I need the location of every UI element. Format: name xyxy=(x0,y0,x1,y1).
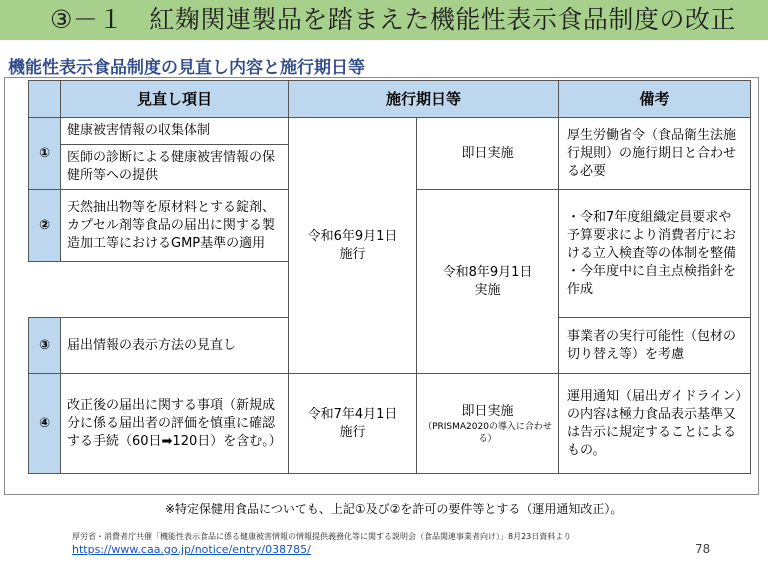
note-inspection-system: ・令和7年度組織定員要求や予算要求により消費者庁における立入検査等の体制を整備 ・今年度中に自主点検指針を作成 xyxy=(559,190,751,318)
header-date: 施行期日等 xyxy=(289,81,559,118)
row-number-2: ② xyxy=(29,190,61,262)
table-row xyxy=(29,374,751,474)
note-ministry-ordinance: 厚生労働省令（食品衛生法施行規則）の施行期日と合わせる必要 xyxy=(559,118,751,190)
slide-title: ③－１ 紅麹関連製品を踏まえた機能性表示食品制度の改正 xyxy=(50,5,736,34)
header-note: 備考 xyxy=(559,81,751,118)
title-bar xyxy=(0,0,768,40)
item-display-method: 届出情報の表示方法の見直し xyxy=(61,318,289,374)
date-immediate-prisma: 即日実施 （PRISMA2020の導入に合わせる） xyxy=(417,374,559,474)
date-immediate: 即日実施 xyxy=(417,118,559,190)
item-notification-procedure: 改正後の届出に関する事項（新規成分に係る届出者の評価を慎重に確認する手続（60日➡120日）を含む。） xyxy=(61,374,289,474)
table-row xyxy=(29,118,751,145)
note-guideline: 運用通知（届出ガイドライン）の内容は極力食品表示基準又は告示に規定することによるもの。 xyxy=(559,374,751,474)
item-gmp-standard: 天然抽出物等を原材料とする錠剤、カプセル剤等食品の届出に関する製造加工等におけるGMP基準の適用 xyxy=(61,190,289,262)
row-number-4: ④ xyxy=(29,374,61,474)
revision-table xyxy=(28,80,751,474)
row-number-3: ③ xyxy=(29,318,61,374)
header-item: 見直し項目 xyxy=(61,81,289,118)
source-citation: 厚労省・消費者庁共催「機能性表示食品に係る健康被害情報の情報提供義務化等に関する説明会（食品関連事業者向け）」8月23日資料より xyxy=(72,532,572,541)
note-feasibility: 事業者の実行可能性（包材の切り替え等）を考慮 xyxy=(559,318,751,374)
item-health-info-collection: 健康被害情報の収集体制 xyxy=(61,118,289,145)
date-r7-apr: 令和7年4月1日 施行 xyxy=(289,374,417,474)
footnote: ※特定保健用食品についても、上記①及び②を許可の要件等とする（運用通知改正）。 xyxy=(165,502,623,516)
page-number: 78 xyxy=(695,542,711,556)
section-subtitle: 機能性表示食品制度の見直し内容と施行期日等 xyxy=(8,58,365,78)
item-doctor-diagnosis: 医師の診断による健康被害情報の保健所等への提供 xyxy=(61,145,289,190)
date-r6-sep: 令和6年9月1日 施行 xyxy=(289,118,417,374)
date-r8-sep: 令和8年9月1日 実施 xyxy=(417,190,559,374)
source-link[interactable]: https://www.caa.go.jp/notice/entry/038785/ xyxy=(72,543,311,556)
table-header-row xyxy=(29,81,751,118)
row-number-1: ① xyxy=(29,118,61,190)
